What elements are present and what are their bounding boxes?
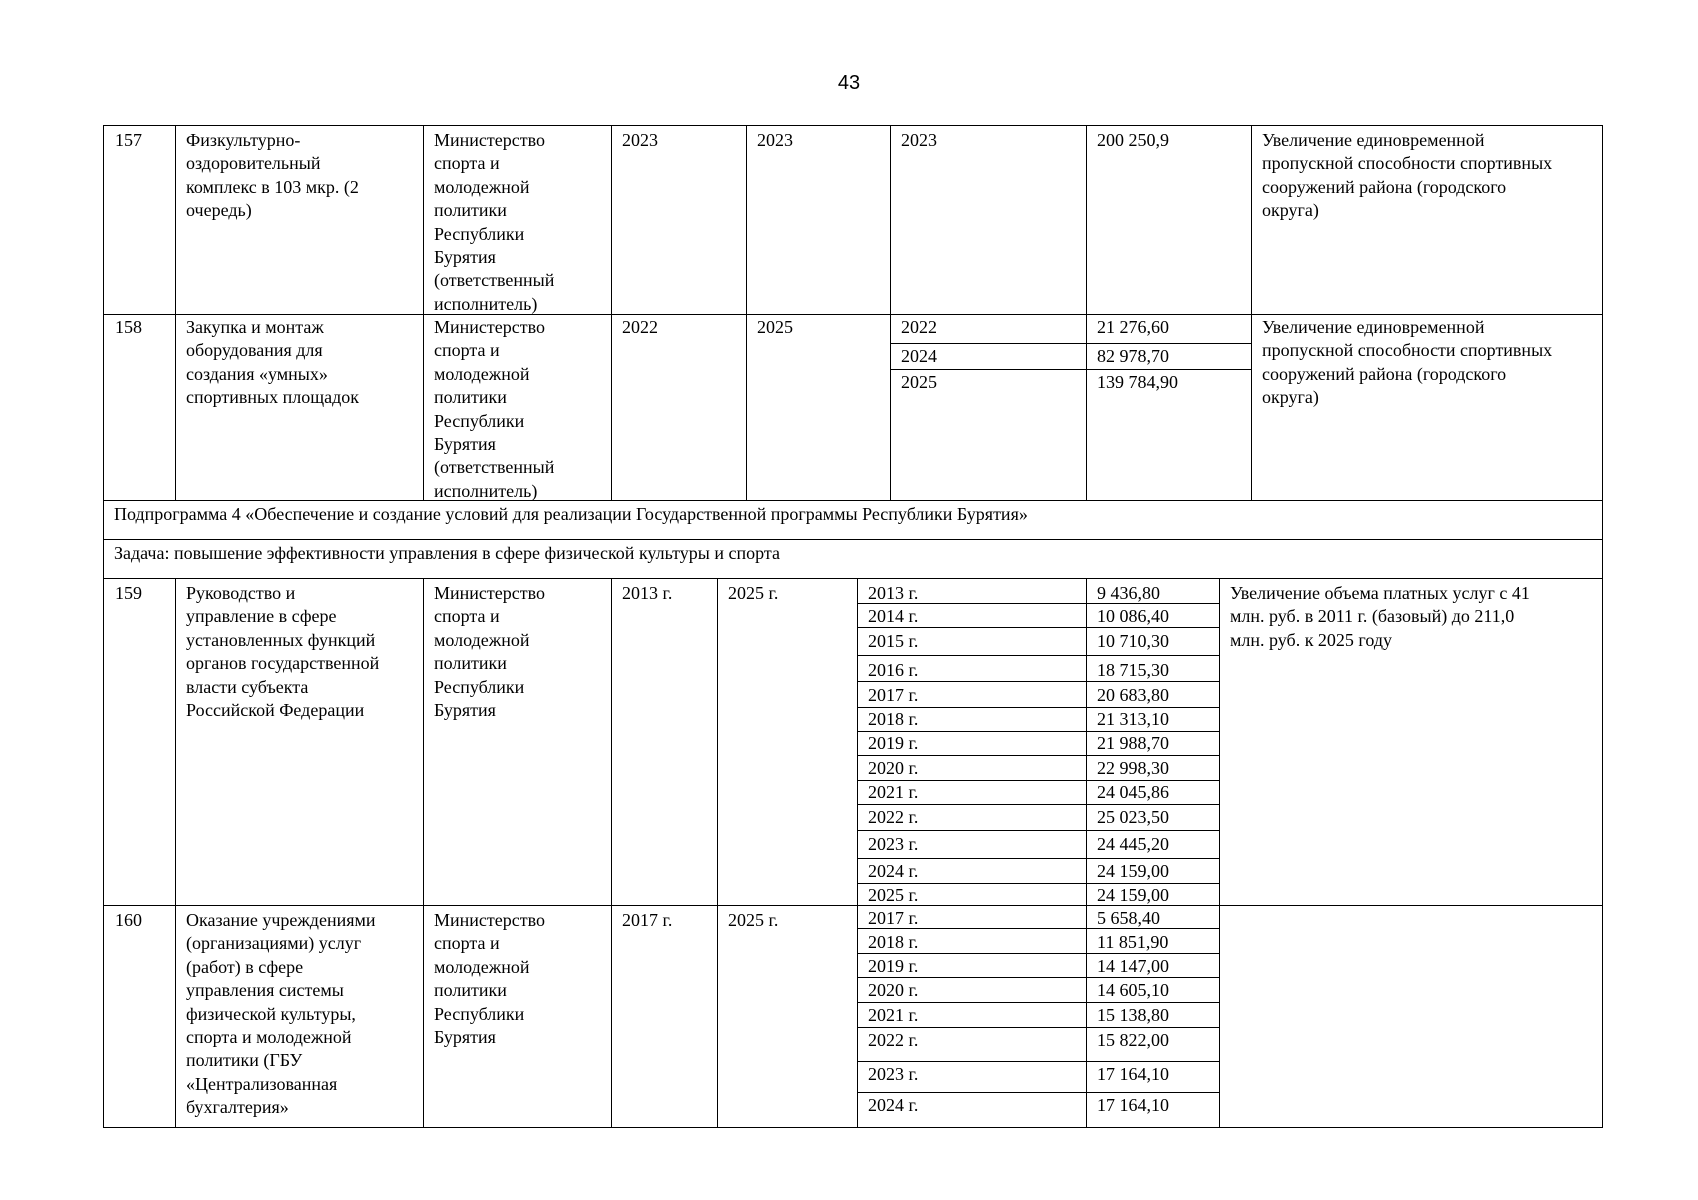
finance-amount: 17 164,10 — [1097, 1064, 1169, 1084]
event-name: Руководство и управление в сфере установленных функций органов государственной власти субъекта Российской Федерации — [186, 583, 380, 721]
start-year: 2022 — [622, 317, 658, 337]
finance-year: 2013 г. — [868, 583, 919, 603]
expected-result: Увеличение единовременной пропускной способности спортивных сооружений района (городского округа) — [1262, 317, 1553, 408]
finance-year: 2025 — [901, 372, 937, 392]
finance-amount: 10 710,30 — [1097, 631, 1169, 651]
finance-year: 2024 г. — [868, 1095, 919, 1115]
event-name: Оказание учреждениями (организациями) услуг (работ) в сфере управления системы физической культуры, спорта и молодежной политики (ГБУ «Централизованная бухгалтерия» — [186, 910, 376, 1118]
finance-year: 2015 г. — [868, 631, 919, 651]
start-year: 2013 г. — [622, 583, 673, 603]
row-number: 157 — [115, 130, 142, 150]
finance-year: 2023 г. — [868, 834, 919, 854]
finance-year: 2021 г. — [868, 1005, 919, 1025]
event-name: Физкультурно- оздоровительный комплекс в 103 мкр. (2 очередь) — [186, 130, 359, 221]
finance-year: 2018 г. — [868, 932, 919, 952]
expected-result: Увеличение объема платных услуг с 41 млн. руб. в 2011 г. (базовый) до 211,0 млн. руб. к 2025 году — [1230, 583, 1530, 650]
event-name: Закупка и монтаж оборудования для создания «умных» спортивных площадок — [186, 317, 359, 408]
finance-amount: 9 436,80 — [1097, 583, 1160, 603]
executor: Министерство спорта и молодежной политики Республики Бурятия — [434, 910, 545, 1048]
finance-amount: 21 313,10 — [1097, 709, 1169, 729]
finance-year: 2017 г. — [868, 908, 919, 928]
finance-amount: 5 658,40 — [1097, 908, 1160, 928]
finance-year: 2020 г. — [868, 758, 919, 778]
executor: Министерство спорта и молодежной политики Республики Бурятия — [434, 583, 545, 721]
finance-amount: 10 086,40 — [1097, 606, 1169, 626]
start-year: 2023 — [622, 130, 658, 150]
finance-year: 2022 — [901, 317, 937, 337]
executor: Министерство спорта и молодежной политики Республики Бурятия (ответственный исполнитель) — [434, 130, 555, 314]
finance-amount: 20 683,80 — [1097, 685, 1169, 705]
finance-amount: 18 715,30 — [1097, 660, 1169, 680]
finance-amount: 21 276,60 — [1097, 317, 1169, 337]
finance-year: 2024 г. — [868, 861, 919, 881]
finance-year: 2019 г. — [868, 956, 919, 976]
finance-amount: 25 023,50 — [1097, 807, 1169, 827]
finance-amount: 17 164,10 — [1097, 1095, 1169, 1115]
finance-amount: 14 147,00 — [1097, 956, 1169, 976]
finance-year: 2020 г. — [868, 980, 919, 1000]
finance-amount: 14 605,10 — [1097, 980, 1169, 1000]
finance-amount: 21 988,70 — [1097, 733, 1169, 753]
finance-year: 2023 — [901, 130, 937, 150]
start-year: 2017 г. — [622, 910, 673, 930]
finance-amount: 11 851,90 — [1097, 932, 1169, 952]
finance-amount: 24 445,20 — [1097, 834, 1169, 854]
finance-amount: 200 250,9 — [1097, 130, 1169, 150]
finance-amount: 139 784,90 — [1097, 372, 1178, 392]
finance-year: 2014 г. — [868, 606, 919, 626]
finance-amount: 24 045,86 — [1097, 782, 1169, 802]
finance-amount: 15 138,80 — [1097, 1005, 1169, 1025]
row-number: 159 — [115, 583, 142, 603]
finance-amount: 24 159,00 — [1097, 861, 1169, 881]
end-year: 2025 г. — [728, 583, 779, 603]
row-number: 160 — [115, 910, 142, 930]
row-number: 158 — [115, 317, 142, 337]
finance-year: 2016 г. — [868, 660, 919, 680]
finance-amount: 82 978,70 — [1097, 346, 1169, 366]
end-year: 2025 г. — [728, 910, 779, 930]
expected-result: Увеличение единовременной пропускной способности спортивных сооружений района (городского округа) — [1262, 130, 1553, 221]
finance-amount: 15 822,00 — [1097, 1030, 1169, 1050]
task-title: Задача: повышение эффективности управления в сфере физической культуры и спорта — [114, 543, 780, 563]
finance-year: 2019 г. — [868, 733, 919, 753]
finance-year: 2023 г. — [868, 1064, 919, 1084]
page-number: 43 — [837, 72, 861, 94]
finance-amount: 24 159,00 — [1097, 885, 1169, 905]
finance-year: 2017 г. — [868, 685, 919, 705]
finance-amount: 22 998,30 — [1097, 758, 1169, 778]
finance-year: 2021 г. — [868, 782, 919, 802]
executor: Министерство спорта и молодежной политики Республики Бурятия (ответственный исполнитель) — [434, 317, 555, 501]
finance-year: 2022 г. — [868, 1030, 919, 1050]
finance-year: 2025 г. — [868, 885, 919, 905]
subprogram-title: Подпрограмма 4 «Обеспечение и создание условий для реализации Государственной программы Республики Бурятия» — [114, 504, 1028, 524]
end-year: 2025 — [757, 317, 793, 337]
end-year: 2023 — [757, 130, 793, 150]
finance-year: 2024 — [901, 346, 937, 366]
finance-year: 2022 г. — [868, 807, 919, 827]
finance-year: 2018 г. — [868, 709, 919, 729]
